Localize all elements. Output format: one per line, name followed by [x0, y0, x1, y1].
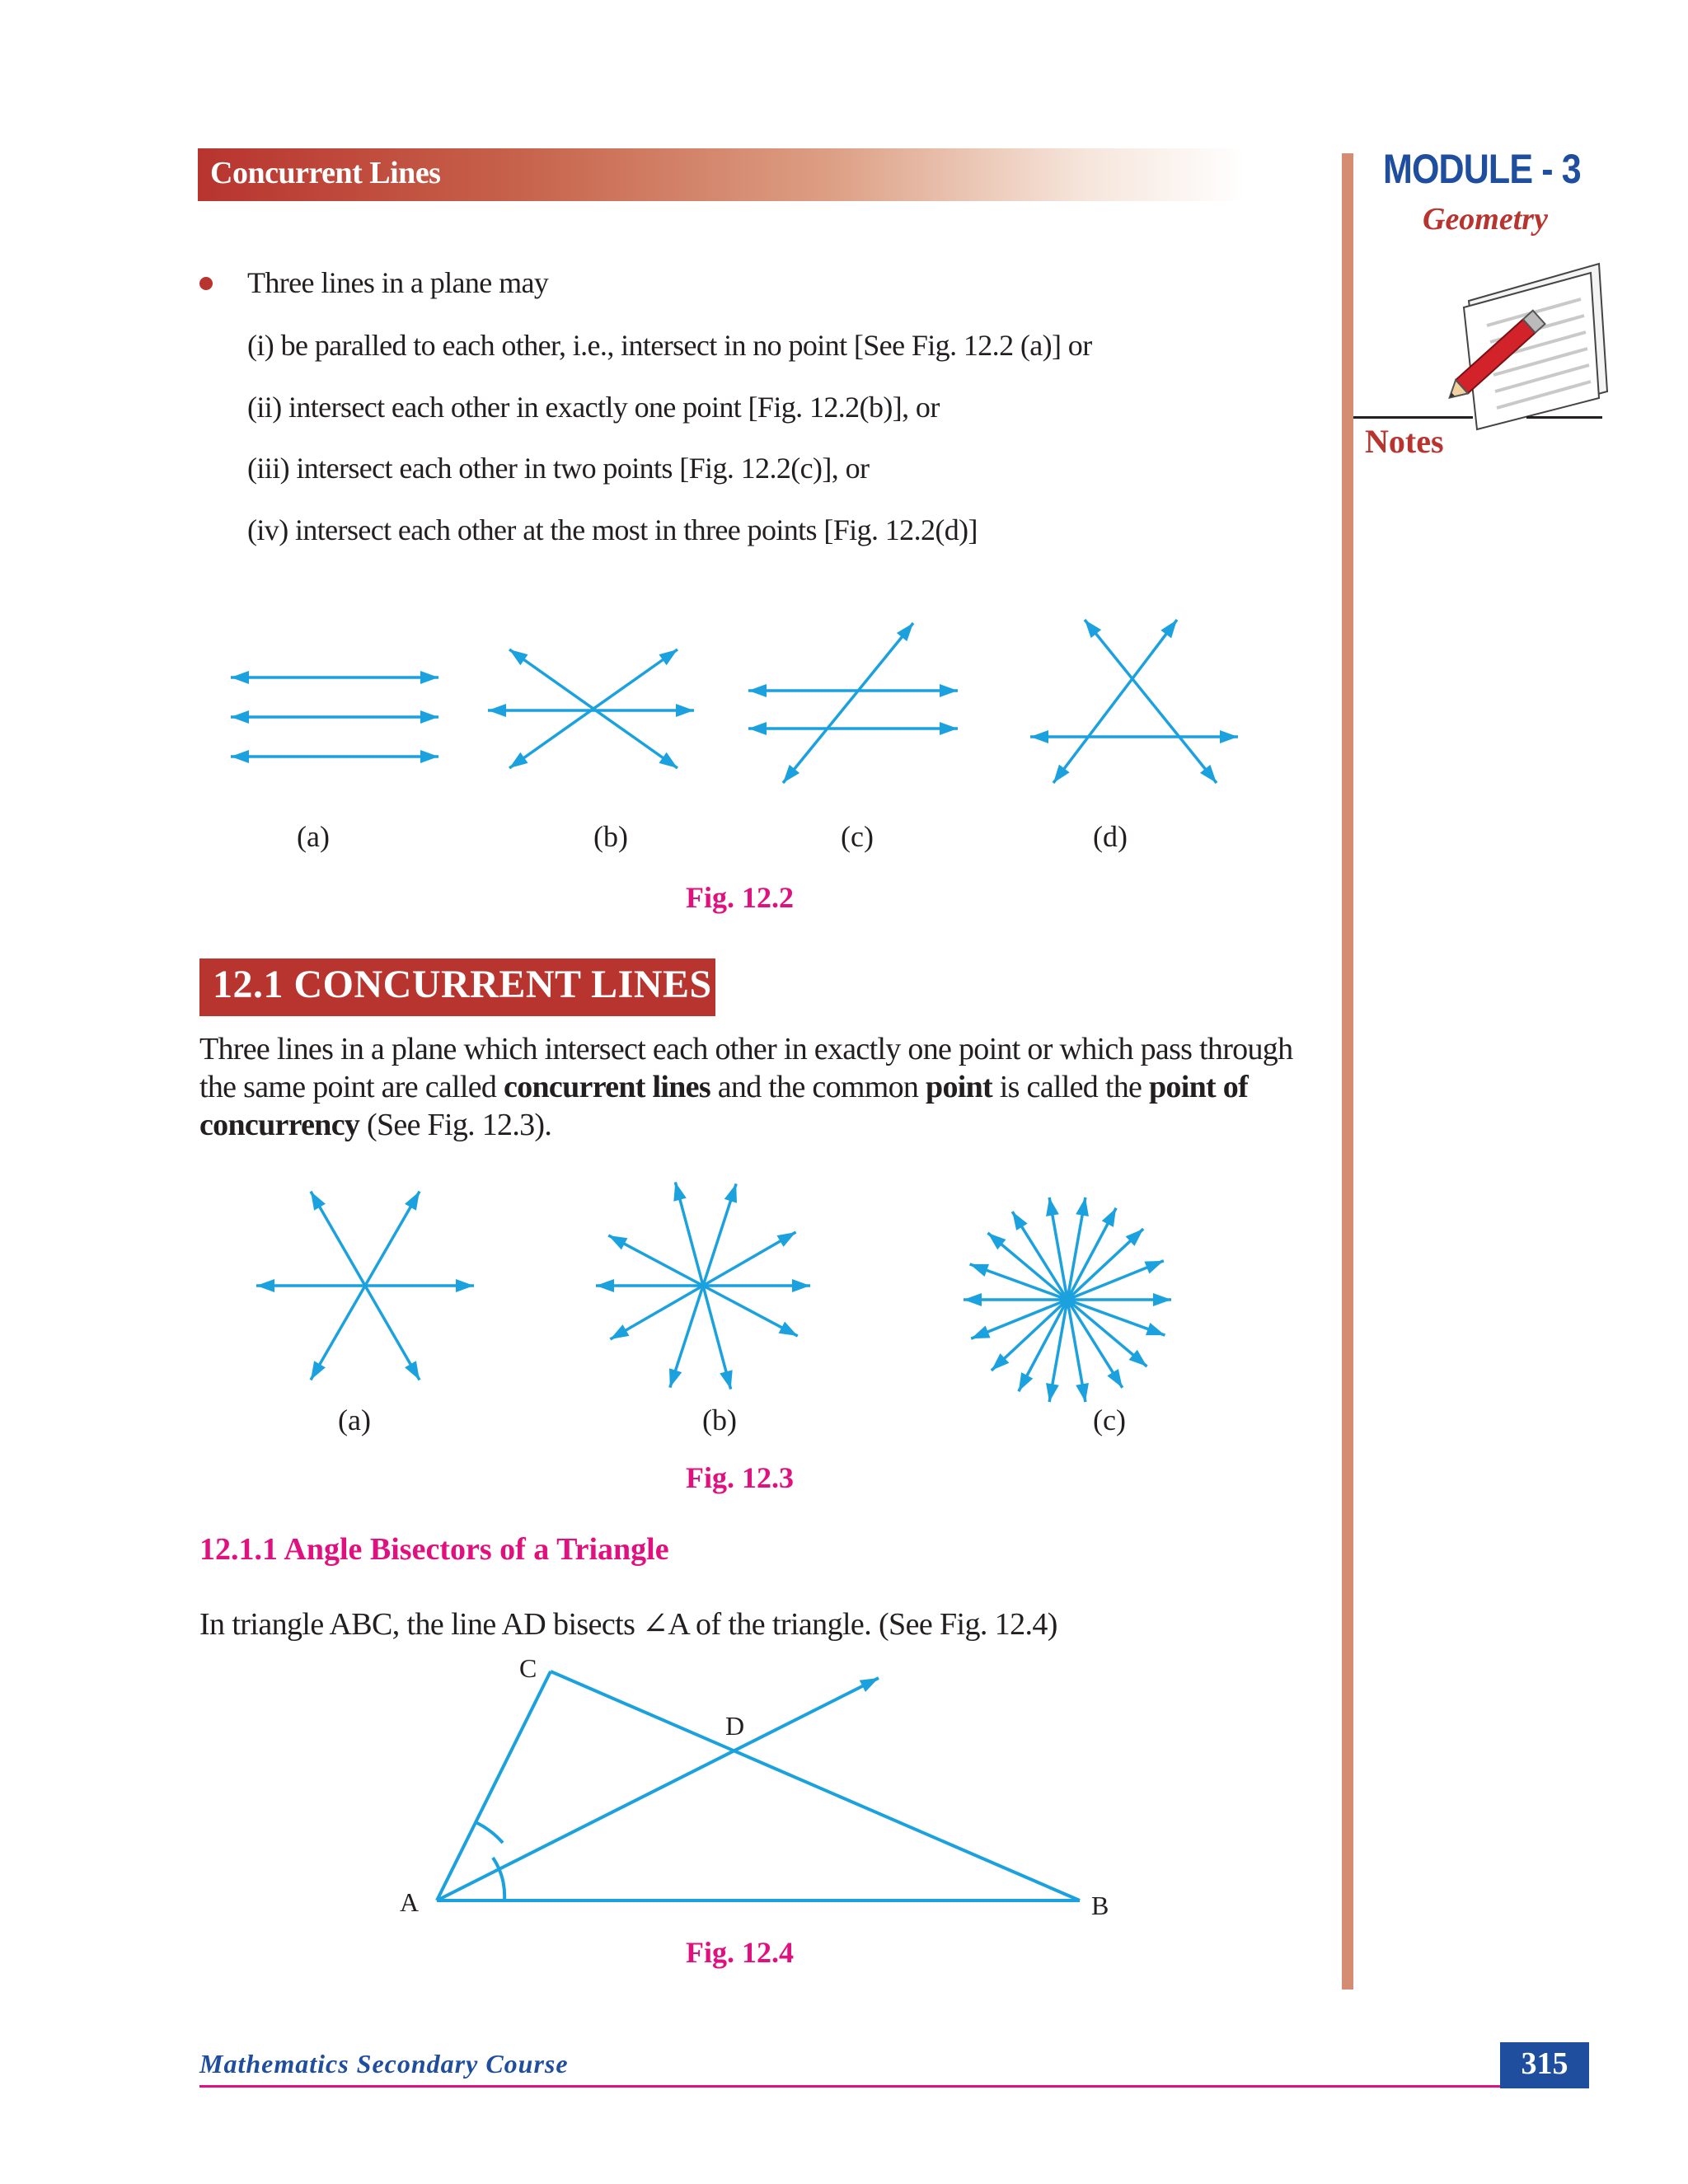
module-label: MODULE - 3 — [1383, 146, 1581, 192]
vertex-label-a: A — [400, 1887, 420, 1917]
intro-bullet-text: Three lines in a plane may — [247, 266, 549, 299]
fig-12-3-label-a: (a) — [338, 1404, 371, 1436]
para-text: Three lines in a plane which intersect each other in exactly one point or which pass through the same point are called — [199, 1032, 1293, 1104]
intro-item-1: (i) be paralled to each other, i.e., intersect in no point [See Fig. 12.2 (a)] or — [247, 329, 1092, 362]
fig-12-2-label-a: (a) — [297, 820, 330, 853]
vertex-label-c: C — [519, 1653, 537, 1683]
subsection-heading: 12.1.1 Angle Bisectors of a Triangle — [199, 1532, 669, 1567]
intro-item-4: (iv) intersect each other at the most in three points [Fig. 12.2(d)] — [247, 513, 978, 546]
fig-12-3-label-c: (c) — [1093, 1404, 1126, 1436]
footer-rule — [199, 2085, 1500, 2088]
term-concurrent-lines: concurrent lines — [504, 1070, 710, 1104]
para-text: and the common — [710, 1070, 926, 1104]
term-point: point — [926, 1070, 992, 1104]
point-label-d: D — [725, 1711, 745, 1741]
intro-item-3: (iii) intersect each other in two points [Fig. 12.2(c)], or — [247, 452, 870, 485]
subject-label: Geometry — [1423, 202, 1548, 237]
footer-course-title: Mathematics Secondary Course — [199, 2049, 569, 2079]
fig-12-3-label-b: (b) — [702, 1404, 737, 1436]
para-text: is called the — [992, 1070, 1149, 1104]
subsection-text: In triangle ABC, the line AD bisects ∠A of the triangle. (See Fig. 12.4) — [199, 1607, 1057, 1642]
para-text: (See Fig. 12.3). — [359, 1108, 552, 1142]
notes-label: Notes — [1365, 423, 1444, 460]
arrowhead — [860, 1678, 879, 1692]
term-point-of-concurrency: point of concurrency — [199, 1070, 1249, 1142]
page-number: 315 — [1521, 2046, 1568, 2081]
fig-12-2-label-c: (c) — [841, 820, 874, 853]
header-title: Concurrent Lines — [210, 156, 441, 190]
fig-12-4-caption: Fig. 12.4 — [686, 1936, 794, 1969]
bisector-ray-ad — [437, 1678, 879, 1900]
vertex-label-b: B — [1091, 1891, 1109, 1920]
section-heading: 12.1 CONCURRENT LINES — [213, 963, 712, 1006]
intro-item-2: (ii) intersect each other in exactly one point [Fig. 12.2(b)], or — [247, 391, 940, 424]
fig-12-3-caption: Fig. 12.3 — [686, 1461, 794, 1494]
fig-12-2-label-d: (d) — [1093, 820, 1128, 853]
fig-12-2-label-b: (b) — [593, 820, 628, 853]
fig-12-2-caption: Fig. 12.2 — [686, 881, 794, 914]
